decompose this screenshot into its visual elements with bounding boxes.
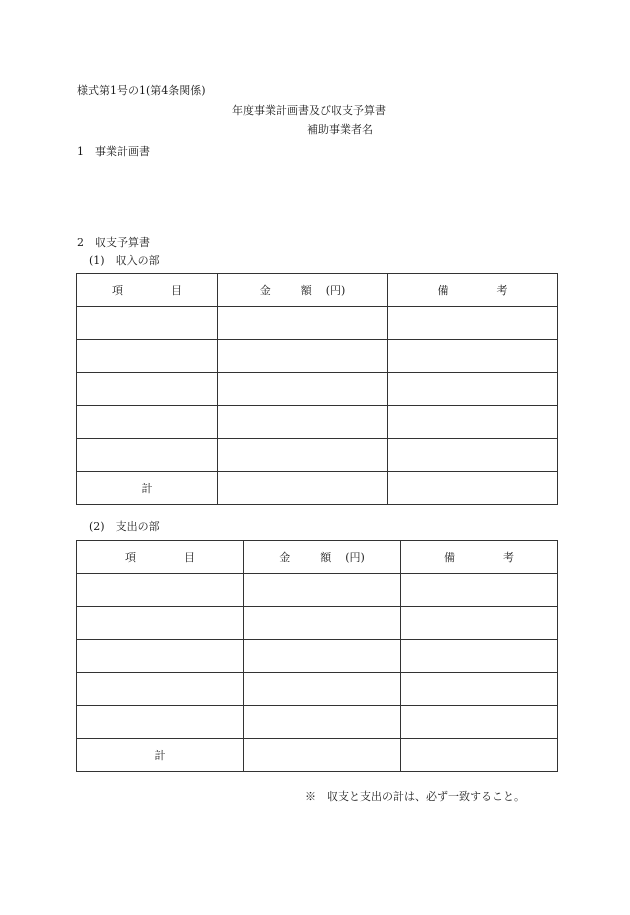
table-row bbox=[77, 373, 558, 406]
amount-cell[interactable] bbox=[218, 439, 388, 472]
remarks-cell[interactable] bbox=[388, 373, 558, 406]
table-row bbox=[77, 340, 558, 373]
total-amount-cell[interactable] bbox=[244, 739, 401, 772]
remarks-cell[interactable] bbox=[401, 640, 558, 673]
item-cell[interactable] bbox=[77, 706, 244, 739]
header-remarks: 備 考 bbox=[388, 274, 558, 307]
remarks-cell[interactable] bbox=[388, 340, 558, 373]
item-cell[interactable] bbox=[77, 673, 244, 706]
table-row bbox=[77, 307, 558, 340]
amount-cell[interactable] bbox=[244, 673, 401, 706]
amount-cell[interactable] bbox=[218, 340, 388, 373]
remarks-cell[interactable] bbox=[401, 574, 558, 607]
income-section-label: (1) 収入の部 bbox=[89, 254, 160, 267]
remarks-cell[interactable] bbox=[388, 406, 558, 439]
item-cell[interactable] bbox=[77, 607, 244, 640]
table-row bbox=[77, 673, 558, 706]
total-remarks-cell[interactable] bbox=[388, 472, 558, 505]
header-amount: 金 額 (円) bbox=[244, 541, 401, 574]
table-row bbox=[77, 706, 558, 739]
amount-cell[interactable] bbox=[244, 706, 401, 739]
item-cell[interactable] bbox=[77, 373, 218, 406]
section-business-plan: 1 事業計画書 bbox=[77, 145, 150, 158]
total-row bbox=[77, 472, 558, 505]
header-amount: 金 額 (円) bbox=[218, 274, 388, 307]
remarks-cell[interactable] bbox=[401, 673, 558, 706]
item-cell[interactable] bbox=[77, 439, 218, 472]
amount-cell[interactable] bbox=[218, 406, 388, 439]
total-label: 計 bbox=[77, 472, 218, 505]
expense-section-label: (2) 支出の部 bbox=[89, 520, 160, 533]
section-budget: 2 収支予算書 bbox=[77, 236, 150, 249]
total-label: 計 bbox=[77, 739, 244, 772]
table-row bbox=[77, 640, 558, 673]
table-header-row bbox=[77, 274, 558, 307]
header-item: 項 目 bbox=[77, 274, 218, 307]
table-row bbox=[77, 607, 558, 640]
item-cell[interactable] bbox=[77, 406, 218, 439]
table-row bbox=[77, 406, 558, 439]
income-table bbox=[76, 273, 558, 505]
amount-cell[interactable] bbox=[218, 373, 388, 406]
amount-cell[interactable] bbox=[244, 607, 401, 640]
form-number: 様式第1号の1(第4条関係) bbox=[77, 84, 206, 97]
item-cell[interactable] bbox=[77, 307, 218, 340]
remarks-cell[interactable] bbox=[401, 607, 558, 640]
amount-cell[interactable] bbox=[218, 307, 388, 340]
table-header-row bbox=[77, 541, 558, 574]
expense-table bbox=[76, 540, 558, 772]
total-amount-cell[interactable] bbox=[218, 472, 388, 505]
remarks-cell[interactable] bbox=[401, 706, 558, 739]
total-row bbox=[77, 739, 558, 772]
applicant-name-label: 補助事業者名 bbox=[307, 123, 373, 136]
header-item: 項 目 bbox=[77, 541, 244, 574]
document-title: 年度事業計画書及び収支予算書 bbox=[232, 104, 386, 117]
header-remarks: 備 考 bbox=[401, 541, 558, 574]
remarks-cell[interactable] bbox=[388, 307, 558, 340]
item-cell[interactable] bbox=[77, 574, 244, 607]
table-row bbox=[77, 574, 558, 607]
remarks-cell[interactable] bbox=[388, 439, 558, 472]
amount-cell[interactable] bbox=[244, 574, 401, 607]
table-row bbox=[77, 439, 558, 472]
item-cell[interactable] bbox=[77, 340, 218, 373]
amount-cell[interactable] bbox=[244, 640, 401, 673]
footnote: ※ 収支と支出の計は、必ず一致すること。 bbox=[305, 790, 525, 803]
total-remarks-cell[interactable] bbox=[401, 739, 558, 772]
item-cell[interactable] bbox=[77, 640, 244, 673]
